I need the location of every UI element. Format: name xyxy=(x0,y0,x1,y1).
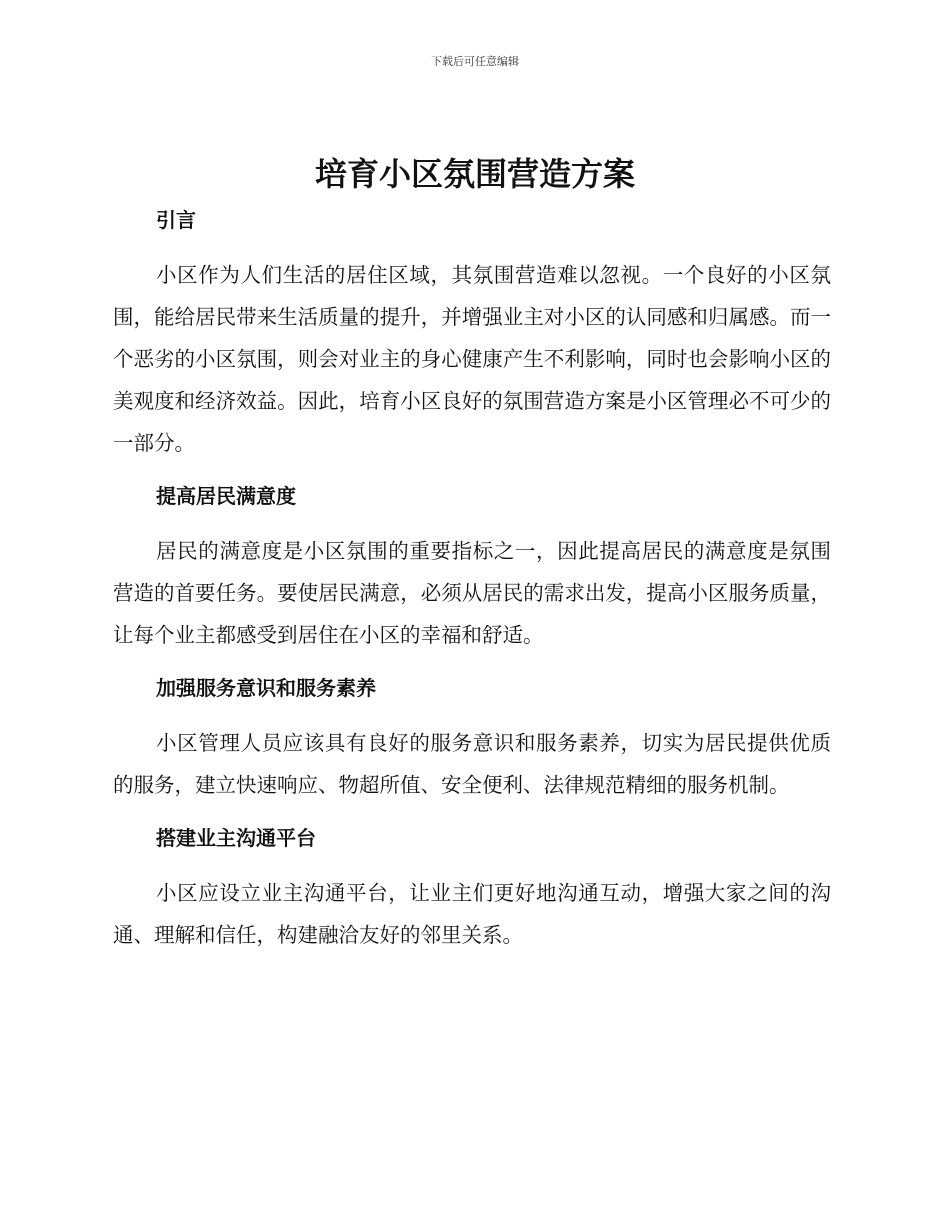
section-body: 居民的满意度是小区氛围的重要指标之一，因此提高居民的满意度是氛围营造的首要任务。要使居民满意，必须从居民的需求出发，提高小区服务质量，让每个业主都感受到居住在小区的幸福和舒适。 xyxy=(113,539,831,647)
section-communication-platform xyxy=(113,816,831,956)
section-service-awareness xyxy=(113,666,831,816)
section-body: 小区管理人员应该具有良好的服务意识和服务素养，切实为居民提供优质的服务，建立快速响应、物超所值、安全便利、法律规范精细的服务机制。 xyxy=(113,731,831,797)
header-note: 下载后可任意编辑 xyxy=(431,55,519,68)
document-title: 培育小区氛围营造方案 xyxy=(314,155,635,193)
section-resident-satisfaction xyxy=(113,474,831,666)
section-heading: 加强服务意识和服务素养 xyxy=(156,676,376,700)
section-heading: 提高居民满意度 xyxy=(156,484,296,508)
section-body: 小区应设立业主沟通平台，让业主们更好地沟通互动，增强大家之间的沟通、理解和信任，构建融洽友好的邻里关系。 xyxy=(113,881,831,947)
section-introduction xyxy=(113,198,831,474)
section-heading: 搭建业主沟通平台 xyxy=(156,826,316,850)
document-content xyxy=(113,198,831,956)
section-body: 小区作为人们生活的居住区域，其氛围营造难以忽视。一个良好的小区氛围，能给居民带来生活质量的提升，并增强业主对小区的认同感和归属感。而一个恶劣的小区氛围，则会对业主的身心健康产生不利影响，同时也会影响小区的美观度和经济效益。因此，培育小区良好的氛围营造方案是小区管理必不可少的一部分。 xyxy=(113,263,831,455)
section-heading: 引言 xyxy=(156,208,196,232)
